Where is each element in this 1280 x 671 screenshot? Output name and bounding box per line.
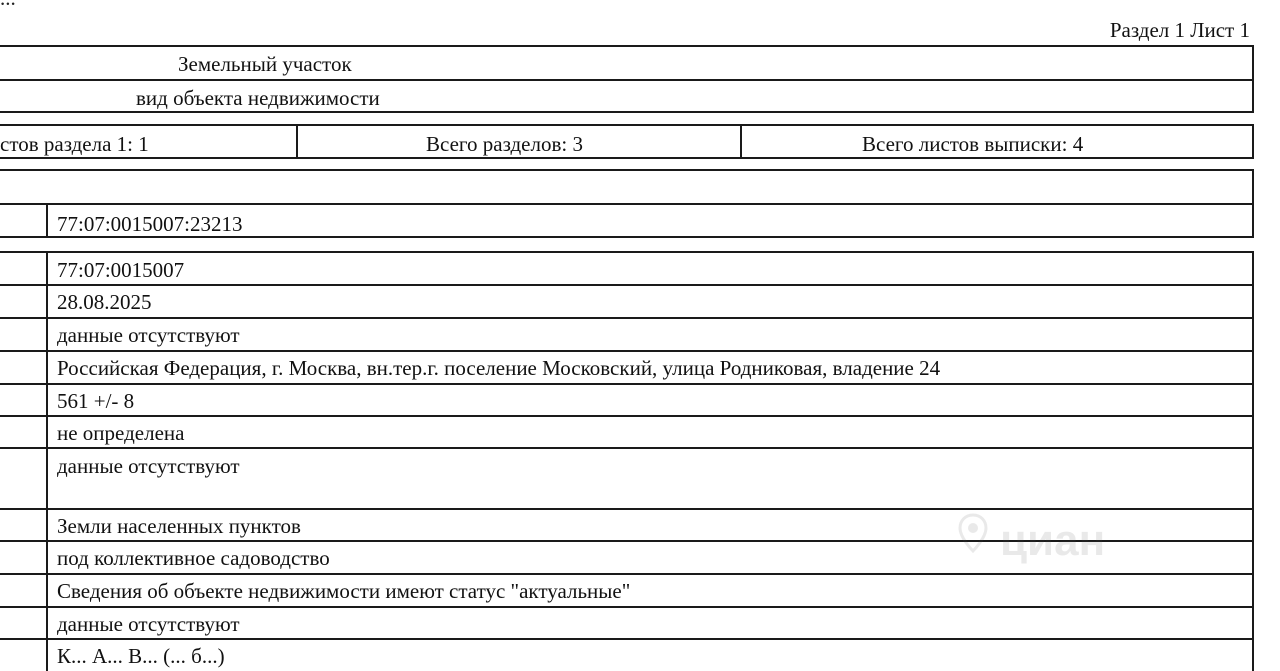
counts-box bbox=[0, 124, 1254, 159]
total-sections: Всего разделов: 3 bbox=[426, 132, 583, 156]
counts-divider-2 bbox=[740, 126, 742, 157]
object-type-caption: вид объекта недвижимости bbox=[136, 86, 380, 110]
cadastral-divider bbox=[0, 203, 1252, 205]
watermark-text: циан bbox=[1000, 516, 1106, 565]
row-divider bbox=[0, 317, 1252, 319]
top-cutoff-text bbox=[0, 0, 16, 9]
table-col-divider bbox=[46, 253, 48, 671]
table-cell: данные отсутствуют bbox=[57, 323, 240, 347]
table-cell: 28.08.2025 bbox=[57, 290, 152, 314]
total-sheets: Всего листов выписки: 4 bbox=[862, 132, 1084, 156]
row-divider bbox=[0, 508, 1252, 510]
row-divider bbox=[0, 638, 1252, 640]
row-divider bbox=[0, 447, 1252, 449]
row-divider bbox=[0, 350, 1252, 352]
row-divider bbox=[0, 540, 1252, 542]
cadastral-box bbox=[0, 169, 1254, 238]
cadastral-col-divider bbox=[46, 203, 48, 236]
table-cell: Земли населенных пунктов bbox=[57, 514, 301, 538]
counts-divider-1 bbox=[296, 126, 298, 157]
object-type-value: Земельный участок bbox=[178, 52, 352, 76]
row-divider bbox=[0, 284, 1252, 286]
object-type-divider bbox=[0, 79, 1252, 81]
table-cell: под коллективное садоводство bbox=[57, 546, 330, 570]
table-cell: не определена bbox=[57, 421, 185, 445]
section-sheet-label: Раздел 1 Лист 1 bbox=[1109, 18, 1250, 42]
row-divider bbox=[0, 606, 1252, 608]
cadastral-number: 77:07:0015007:23213 bbox=[57, 212, 243, 236]
object-type-box bbox=[0, 45, 1254, 113]
data-table bbox=[0, 251, 1254, 671]
table-cell: Сведения об объекте недвижимости имеют статус "актуальные" bbox=[57, 579, 631, 603]
table-cell: 77:07:0015007 bbox=[57, 258, 185, 282]
table-cell: данные отсутствуют bbox=[57, 454, 240, 478]
table-cell: 561 +/- 8 bbox=[57, 389, 135, 413]
table-cell: Российская Федерация, г. Москва, вн.тер.г. поселение Московский, улица Родниковая, владение 24 bbox=[57, 356, 941, 380]
row-divider bbox=[0, 573, 1252, 575]
table-cell: данные отсутствуют bbox=[57, 612, 240, 636]
table-cell: К... А... В... (... б...) bbox=[57, 644, 225, 668]
sheets-in-section: стов раздела 1: 1 bbox=[0, 132, 149, 156]
row-divider bbox=[0, 383, 1252, 385]
row-divider bbox=[0, 415, 1252, 417]
